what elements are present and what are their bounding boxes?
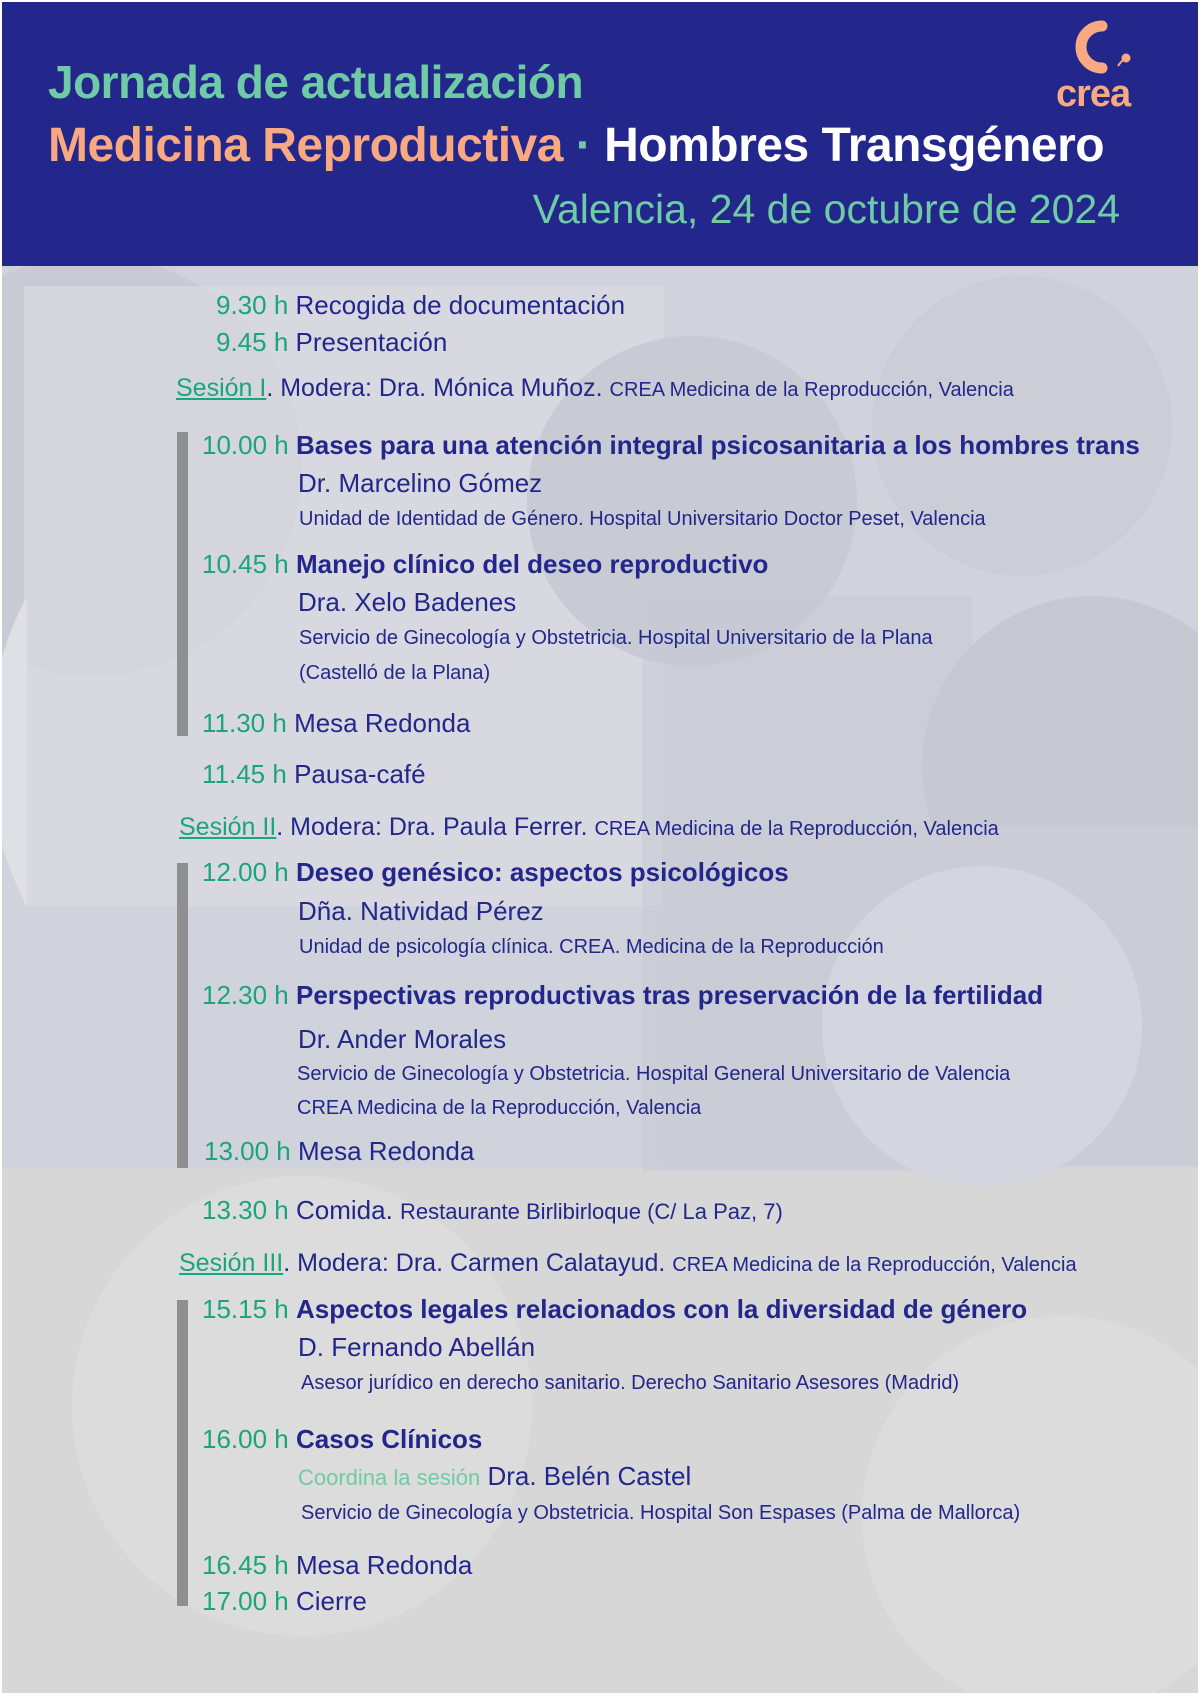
program-item [202, 759, 426, 790]
speaker-affiliation: CREA Medicina de la Reproducción, Valencia [297, 1097, 702, 1119]
session-affiliation: CREA Medicina de la Reproducción, Valencia [594, 818, 999, 840]
item-time: 16.45 h [202, 1550, 289, 1580]
item-time: 12.30 h [202, 980, 289, 1010]
speaker-affiliation: (Castelló de la Plana) [299, 662, 491, 684]
item-title: Comida. [295, 1195, 393, 1225]
session1-header [176, 374, 1014, 403]
item-title: Cierre [295, 1586, 367, 1616]
program-item [202, 1550, 472, 1581]
session2-bar [177, 863, 188, 1168]
program-item [202, 1195, 783, 1226]
program-item [202, 980, 1043, 1011]
item-title: Mesa Redonda [295, 1550, 473, 1580]
speaker-name: Dña. Natividad Pérez [298, 896, 544, 926]
session-affiliation: CREA Medicina de la Reproducción, Valencia [672, 1254, 1077, 1276]
speaker-name: Dr. Ander Morales [298, 1024, 507, 1054]
item-title: Pausa-café [294, 759, 426, 789]
speaker-name: Dra. Xelo Badenes [298, 587, 517, 617]
svg-text:crea: crea [1056, 73, 1131, 112]
item-title: Bases para una atención integral psicosanitaria a los hombres trans [295, 430, 1140, 460]
item-time: 11.45 h [202, 759, 287, 789]
program-item [202, 857, 789, 888]
speaker-affiliation: Unidad de Identidad de Género. Hospital Universitario Doctor Peset, Valencia [299, 508, 986, 530]
session2-header [179, 813, 999, 842]
program-item [216, 327, 447, 358]
speaker-affiliation: Servicio de Ginecología y Obstetricia. Hospital General Universitario de Valencia [297, 1063, 1011, 1085]
session-label: Sesión I [176, 374, 267, 402]
item-title: Perspectivas reproductivas tras preservación de la fertilidad [295, 980, 1044, 1010]
item-time: 17.00 h [202, 1586, 289, 1616]
item-time: 10.45 h [202, 549, 289, 579]
item-time: 16.00 h [202, 1424, 289, 1454]
item-title: Casos Clínicos [295, 1424, 483, 1454]
speaker-name: Dra. Belén Castel [487, 1461, 692, 1491]
session-moderator: . Modera: Dra. Paula Ferrer. [276, 813, 588, 841]
speaker-name: Dr. Marcelino Gómez [298, 468, 543, 498]
program-item [202, 1424, 482, 1455]
program-item [202, 430, 1140, 461]
event-title: Jornada de actualización [48, 56, 584, 108]
item-time: 9.45 h [216, 327, 289, 357]
item-time: 12.00 h [202, 857, 289, 887]
session-affiliation: CREA Medicina de la Reproducción, Valencia [609, 379, 1014, 401]
item-title: Manejo clínico del deseo reproductivo [295, 549, 769, 579]
item-title: Mesa Redonda [297, 1136, 475, 1166]
event-date: Valencia, 24 de octubre de 2024 [532, 186, 1120, 232]
session3-header [179, 1249, 1077, 1278]
speaker-name: D. Fernando Abellán [298, 1332, 536, 1362]
program-item [216, 290, 625, 321]
subtitle-medicina: Medicina Reproductiva [48, 119, 563, 172]
session3-bar [177, 1300, 188, 1606]
item-time: 13.30 h [202, 1195, 289, 1225]
item-title: Deseo genésico: aspectos psicológicos [295, 857, 789, 887]
subtitle-separator: · [575, 119, 592, 172]
session1-bar [177, 432, 188, 736]
item-title: Aspectos legales relacionados con la diversidad de género [295, 1294, 1028, 1324]
item-time: 9.30 h [216, 290, 289, 320]
item-title: Recogida de documentación [295, 290, 626, 320]
session-label: Sesión III [179, 1249, 284, 1277]
program-item [202, 549, 768, 580]
session-moderator: . Modera: Dra. Carmen Calatayud. [283, 1249, 666, 1277]
item-title: Presentación [295, 327, 448, 357]
speaker-affiliation: Servicio de Ginecología y Obstetricia. Hospital Son Espases (Palma de Mallorca) [301, 1502, 1021, 1524]
crea-logo-icon [1052, 16, 1152, 112]
item-time: 10.00 h [202, 430, 289, 460]
subtitle-hombres: Hombres Transgénero [604, 119, 1105, 172]
session-label: Sesión II [179, 813, 277, 841]
item-time: 15.15 h [202, 1294, 289, 1324]
speaker-affiliation: Unidad de psicología clínica. CREA. Medicina de la Reproducción [299, 936, 884, 958]
event-subtitle [48, 118, 1104, 173]
item-time: 13.00 h [204, 1136, 291, 1166]
header-banner [2, 2, 1198, 266]
speaker-line [298, 1461, 691, 1492]
program-item [202, 708, 470, 739]
item-title: Mesa Redonda [294, 708, 471, 738]
speaker-affiliation: Asesor jurídico en derecho sanitario. Derecho Sanitario Asesores (Madrid) [301, 1372, 960, 1394]
program-item [202, 1294, 1027, 1325]
coordinator-label: Coordina la sesión [298, 1465, 481, 1490]
item-time: 11.30 h [202, 708, 287, 738]
speaker-affiliation: Servicio de Ginecología y Obstetricia. Hospital Universitario de la Plana [299, 627, 933, 649]
program-item [202, 1586, 367, 1617]
session-moderator: . Modera: Dra. Mónica Muñoz. [266, 374, 603, 402]
program-item [204, 1136, 474, 1167]
lunch-place: Restaurante Birlibirloque (C/ La Paz, 7) [400, 1199, 783, 1224]
